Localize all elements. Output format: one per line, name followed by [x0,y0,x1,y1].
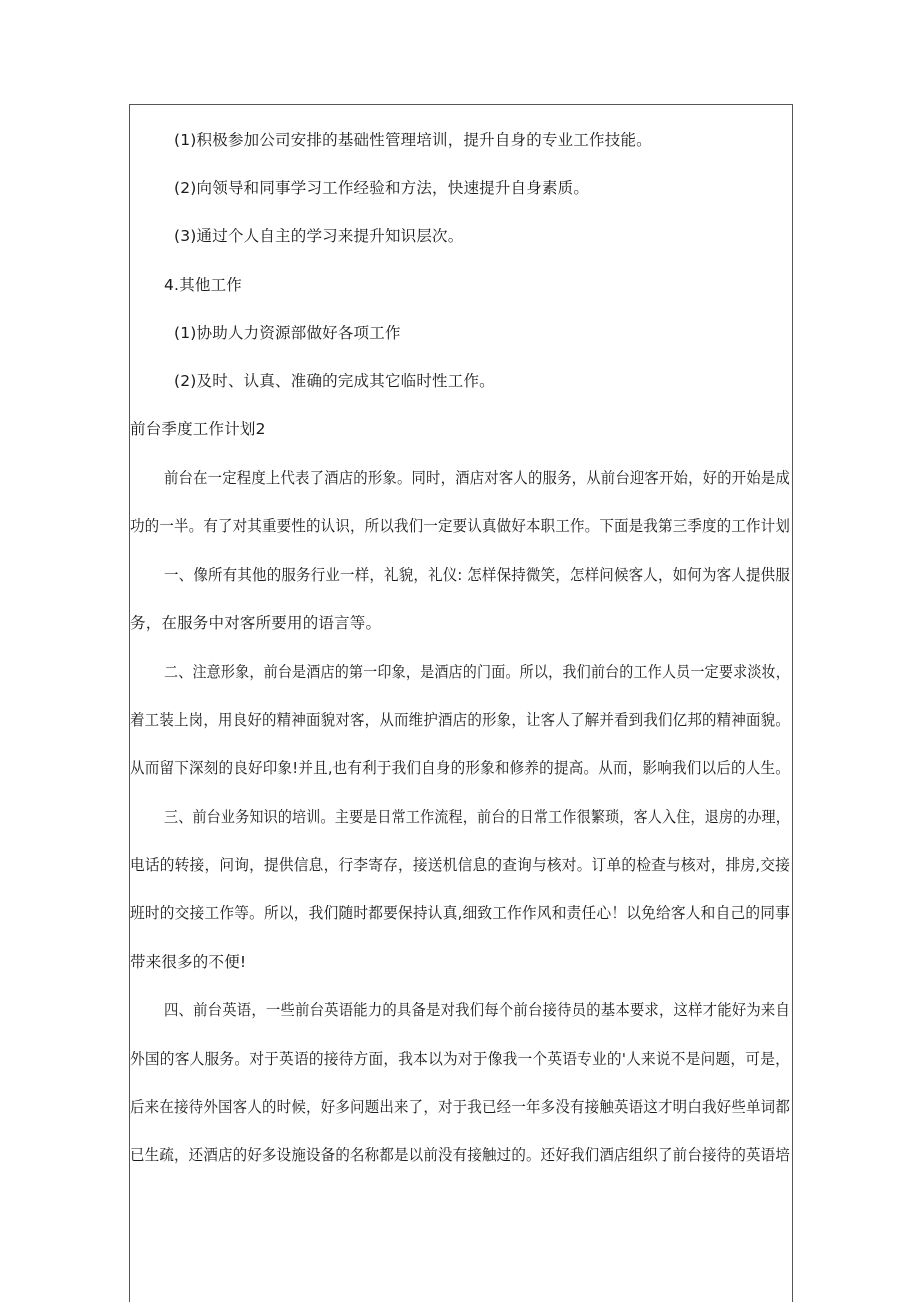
document-page [129,104,793,1302]
point-4-line-2: 外国的客人服务。对于英语的接待方面，我本以为对于像我一个英语专业的'人来说不是问题，可是， [130,1050,791,1068]
section-heading-other-work: 4.其他工作 [164,276,242,294]
point-2-line-2: 着工装上岗，用良好的精神面貌对客，从而维护酒店的形象，让客人了解并看到我们亿邦的精神面貌。 [130,711,791,729]
point-3-line-2: 电话的转接，问询，提供信息，行李寄存，接送机信息的查询与核对。订单的检查与核对，排房,交接 [130,856,791,874]
point-2-line-1: 二、注意形象，前台是酒店的第一印象，是酒店的门面。所以，我们前台的工作人员一定要求淡妆， [164,663,791,681]
point-4-line-4: 已生疏，还酒店的好多设施设备的名称都是以前没有接触过的。还好我们酒店组织了前台接待的英语培 [130,1146,791,1164]
point-1-line-2: 务，在服务中对客所要用的语言等。 [130,614,382,632]
other-work-item-1: (1)协助人力资源部做好各项工作 [174,324,401,342]
point-3-line-1: 三、前台业务知识的培训。主要是日常工作流程，前台的日常工作很繁琐，客人入住，退房的办理， [164,808,791,826]
point-3-line-4: 带来很多的不便! [130,953,247,971]
intro-paragraph-line-2: 功的一半。有了对其重要性的认识，所以我们一定要认真做好本职工作。下面是我第三季度的工作计划 [130,517,791,535]
training-item-3: (3)通过个人自主的学习来提升知识层次。 [174,227,464,245]
intro-paragraph-line-1: 前台在一定程度上代表了酒店的形象。同时，酒店对客人的服务，从前台迎客开始，好的开始是成 [164,469,791,487]
training-item-2: (2)向领导和同事学习工作经验和方法，快速提升自身素质。 [174,179,590,197]
training-item-1: (1)积极参加公司安排的基础性管理培训，提升自身的专业工作技能。 [174,131,652,149]
point-3-line-3: 班时的交接工作等。所以，我们随时都要保持认真,细致工作作风和责任心！以免给客人和自己的同事 [130,904,791,922]
point-2-line-3: 从而留下深刻的良好印象!并且,也有利于我们自身的形象和修养的提高。从而，影响我们以后的人生。 [130,759,791,777]
other-work-item-2: (2)及时、认真、准确的完成其它临时性工作。 [174,372,495,390]
point-1-line-1: 一、像所有其他的服务行业一样，礼貌，礼仪: 怎样保持微笑，怎样问候客人，如何为客人提供服 [164,566,791,584]
point-4-line-1: 四、前台英语，一些前台英语能力的具备是对我们每个前台接待员的基本要求，这样才能好为来自 [164,1001,791,1019]
point-4-line-3: 后来在接待外国客人的时候，好多问题出来了，对于我已经一年多没有接触英语这才明白我好些单词都 [130,1098,791,1116]
plan-title: 前台季度工作计划2 [130,420,266,438]
